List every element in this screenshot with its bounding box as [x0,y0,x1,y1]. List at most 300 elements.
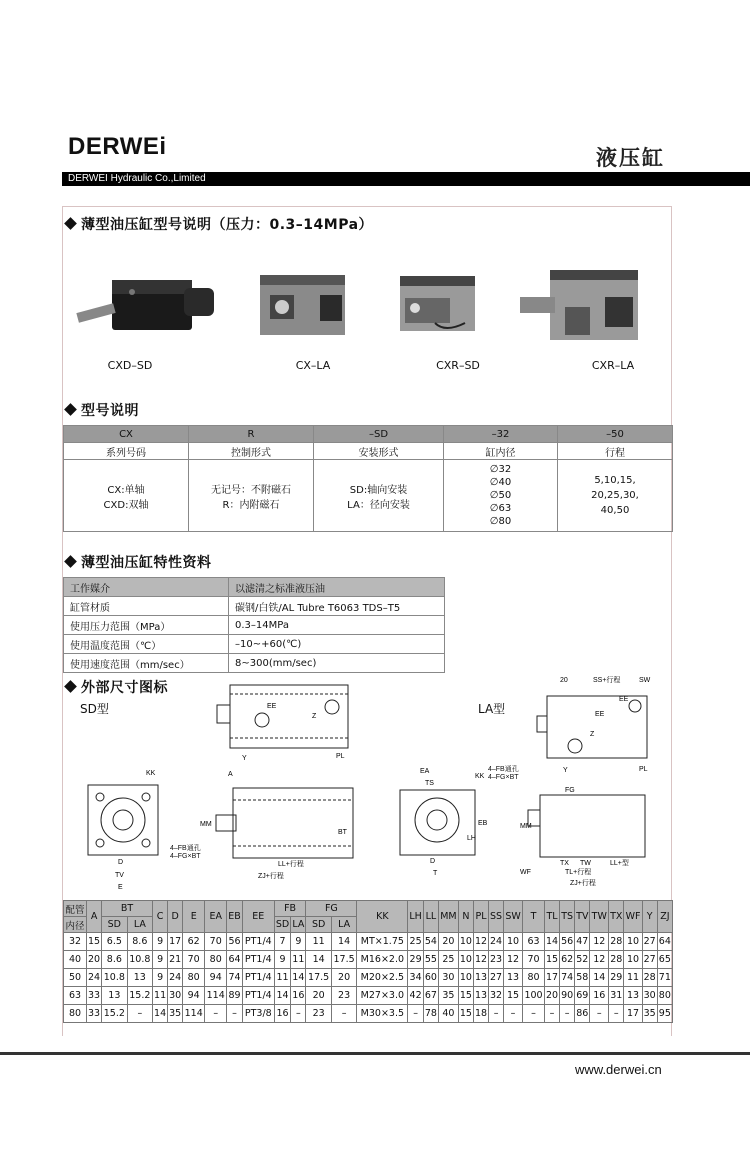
la-fb-note [488,766,519,782]
table-cell: 89 [227,987,243,1005]
table-cell: 60 [423,969,438,987]
table-cell: 10 [624,951,642,969]
bore-cell [444,460,558,532]
table-cell: 20 [306,987,331,1005]
table-cell: 17 [545,969,560,987]
table-cell: 58 [575,969,590,987]
table-cell: – [504,1005,523,1023]
table-cell: 35 [438,987,458,1005]
fb-label: 4–FB通孔 [488,766,519,773]
table-cell: 20 [331,969,356,987]
table-cell: LH [408,901,423,933]
la-front-drawing [385,765,495,880]
e-label: E [118,884,123,890]
table-cell: FG [306,901,357,917]
table-cell: 42 [408,987,423,1005]
spec-value: 以滤清之标准液压油 [229,578,445,597]
table-cell: 40 [438,1005,458,1023]
table-cell: 35 [168,1005,183,1023]
header-cell: 行程 [558,443,673,460]
table-cell: 70 [183,951,205,969]
table-cell: 15.2 [127,987,152,1005]
table-cell: 9 [291,933,306,951]
company-name: DERWEI Hydraulic Co.,Limited [68,173,206,184]
table-cell: A [87,901,102,933]
table-cell: 33 [87,1005,102,1023]
sd-side-drawing [212,680,357,762]
table-cell: – [560,1005,575,1023]
table-cell: 16 [291,987,306,1005]
header-cell: 缸内径 [444,443,558,460]
table-cell: 74 [227,969,243,987]
spec-table [63,577,445,673]
table-cell: 11 [306,933,331,951]
table-cell: 28 [609,933,624,951]
table-row [64,987,673,1005]
table-cell: EA [205,901,227,933]
table-cell: 10 [504,933,523,951]
table-cell: LA [291,917,306,933]
control-cell [189,460,314,532]
table-cell: C [153,901,168,933]
table-cell: 9 [153,933,168,951]
table-cell: SS [489,901,504,933]
section-title-model [66,400,139,420]
table-cell: 27 [642,951,657,969]
table-cell: SD [102,917,127,933]
la-type-label: LA型 [478,702,506,716]
table-cell: WF [624,901,642,933]
table-cell: 78 [423,1005,438,1023]
table-cell: 20 [438,933,458,951]
table-cell: ZJ [657,901,672,933]
table-cell: PT1/4 [242,987,274,1005]
table-cell: Y [642,901,657,933]
table-cell: PT1/4 [242,951,274,969]
table-cell: 12 [473,951,488,969]
model-code-table [63,425,673,532]
table-cell: TL [545,901,560,933]
table-cell: 6.5 [102,933,127,951]
table-cell: 67 [423,987,438,1005]
tx-label: TX [560,860,569,867]
table-cell: 20 [87,951,102,969]
section-title-text: 外部尺寸图标 [81,680,168,696]
product-image-cxr-la [515,262,645,347]
lh-label: LH [467,835,476,842]
table-cell: 17 [624,1005,642,1023]
table-header-row [64,901,673,917]
table-cell: 14 [331,933,356,951]
table-cell: LA [127,917,152,933]
table-cell: 9 [153,969,168,987]
table-cell: SD [274,917,291,933]
ea-label: EA [420,768,430,775]
table-cell: EE [242,901,274,933]
table-cell: 40 [64,951,87,969]
table-cell: TS [560,901,575,933]
ee-label-2: EE [595,711,605,718]
n20-label: 20 [560,677,568,684]
z-label: Z [312,713,317,720]
bore-item: ∅63 [489,503,512,514]
table-cell: 17 [168,933,183,951]
table-cell: 80 [64,1005,87,1023]
table-cell: 100 [523,987,545,1005]
table-cell: 13 [504,969,523,987]
website-url: www.derwei.cn [575,1062,662,1077]
table-cell: MM [438,901,458,933]
control-item: R：内附磁石 [222,499,280,511]
table-cell: 21 [168,951,183,969]
tl-label: TL+行程 [565,869,592,876]
table-cell: 94 [205,969,227,987]
table-cell: – [227,1005,243,1023]
table-cell: 7 [274,933,291,951]
table-cell: 11 [624,969,642,987]
table-cell: 14 [291,969,306,987]
table-cell: 24 [87,969,102,987]
table-cell: 64 [657,933,672,951]
table-cell: 27 [489,969,504,987]
table-cell: 63 [523,933,545,951]
table-cell: 114 [183,1005,205,1023]
table-row [64,1005,673,1023]
company-logo: DERWEi [68,133,167,160]
table-cell: 16 [274,1005,291,1023]
spec-key: 使用温度范围（℃） [64,635,229,654]
table-cell: 12 [590,933,609,951]
stroke-item: 5,10,15, [594,475,636,486]
table-cell: 13 [473,987,488,1005]
product-image-cxr-sd [395,268,485,343]
section-title-text: 型号说明 [81,403,139,419]
table-cell: 54 [423,933,438,951]
tw-label: TW [580,860,591,867]
table-cell: – [523,1005,545,1023]
spec-value: –10~+60(℃) [229,635,445,654]
table-cell: 14 [274,987,291,1005]
table-cell: 17.5 [306,969,331,987]
diamond-bullet-icon [64,555,77,568]
y-label: Y [242,755,247,762]
table-cell: 11 [291,951,306,969]
table-cell: 30 [642,987,657,1005]
table-cell: – [127,1005,152,1023]
ee-label: EE [619,696,629,703]
table-cell: TV [575,901,590,933]
d-label: D [118,859,124,866]
table-cell: 15.2 [102,1005,127,1023]
table-cell: SD [306,917,331,933]
table-cell: PL [473,901,488,933]
table-cell: 28 [642,969,657,987]
tv-label: TV [115,872,124,879]
control-item: 无记号：不附磁石 [211,484,291,496]
table-cell: 14 [590,969,609,987]
table-cell: 62 [560,951,575,969]
table-cell: 20 [545,987,560,1005]
ll-label: LL+行程 [278,861,304,868]
section-title-dimensions [66,677,168,697]
table-cell: 15 [545,951,560,969]
table-cell: 86 [575,1005,590,1023]
fg-bt-label: 4–FG×BT [488,774,519,781]
d-label: D [430,858,436,865]
table-cell: 114 [205,987,227,1005]
table-cell: 23 [331,987,356,1005]
table-cell: 62 [183,933,205,951]
bore-item: ∅50 [489,490,512,501]
mm-label: MM [520,823,532,830]
product-image-cxd-sd [72,270,232,350]
table-cell: – [291,1005,306,1023]
stroke-item: 20,25,30, [591,490,639,501]
table-cell: 23 [489,951,504,969]
spec-value: 碳钢/白铁/AL Tubre T6063 TDS–T5 [229,597,445,616]
kk-label: KK [475,773,485,780]
table-cell: 14 [306,951,331,969]
a-label: A [228,771,233,778]
table-cell: KK [357,901,408,933]
table-cell: 13 [127,969,152,987]
code-cell: R [189,426,314,443]
zj-label: ZJ+行程 [570,880,596,887]
bore-item: ∅32 [489,464,512,475]
table-cell: 65 [657,951,672,969]
table-cell: 10 [458,951,473,969]
table-cell: 29 [408,951,423,969]
table-cell: 11 [274,969,291,987]
table-cell: 18 [473,1005,488,1023]
table-cell: 52 [575,951,590,969]
table-cell: 80 [657,987,672,1005]
kk-label: KK [146,770,156,777]
table-cell: 14 [153,1005,168,1023]
table-cell: D [168,901,183,933]
table-cell: 80 [523,969,545,987]
header-cell: 系列号码 [64,443,189,460]
table-cell: 35 [642,1005,657,1023]
table-cell: TW [590,901,609,933]
product-label: CXD–SD [107,359,153,372]
spec-value: 8~300(mm/sec) [229,654,445,673]
table-cell: – [590,1005,609,1023]
table-cell: 12 [473,933,488,951]
ee-label: EE [267,703,277,710]
section-title-overview [66,214,373,234]
stroke-cell [558,460,673,532]
table-cell: LL [423,901,438,933]
zj-label: ZJ+行程 [258,873,284,880]
table-cell: PT3/8 [242,1005,274,1023]
wf-label: WF [520,869,531,876]
diamond-bullet-icon [64,680,77,693]
mount-item: LA：径向安装 [347,499,410,511]
mount-cell [314,460,444,532]
product-label: CX–LA [295,359,331,372]
table-cell: – [489,1005,504,1023]
table-cell: 95 [657,1005,672,1023]
table-cell: M27×3.0 [357,987,408,1005]
table-cell: 94 [183,987,205,1005]
table-cell: 12 [504,951,523,969]
table-cell: 15 [458,987,473,1005]
ss-label: SS+行程 [593,677,621,684]
mm-label: MM [200,821,212,828]
table-cell: 25 [438,951,458,969]
table-cell: M16×2.0 [357,951,408,969]
dimension-table [63,900,673,1023]
table-cell: 28 [609,951,624,969]
spec-key: 使用压力范围（MPa） [64,616,229,635]
table-cell: 9 [153,951,168,969]
table-cell: SW [504,901,523,933]
table-cell: 24 [489,933,504,951]
spec-key: 使用速度范围（mm/sec） [64,654,229,673]
bore-item: ∅40 [489,477,512,488]
table-cell: 74 [560,969,575,987]
table-cell: 15 [504,987,523,1005]
table-cell: 10.8 [102,969,127,987]
code-cell: –50 [558,426,673,443]
table-cell: – [331,1005,356,1023]
fg-bt-label: 4–FG×BT [170,853,201,860]
table-cell: 15 [87,933,102,951]
table-cell: – [408,1005,423,1023]
product-image-cx-la [255,265,355,345]
table-cell: 13 [102,987,127,1005]
table-cell: 13 [473,969,488,987]
sw-label: SW [639,677,651,684]
table-cell: 50 [64,969,87,987]
table-cell: 11 [153,987,168,1005]
diamond-bullet-icon [64,403,77,416]
table-cell: – [609,1005,624,1023]
table-cell: 10 [624,933,642,951]
table-cell: 31 [609,987,624,1005]
y-label: Y [563,767,568,774]
fb-note [170,845,201,861]
bore-item: ∅80 [489,516,512,527]
sd-section-drawing [198,770,368,880]
table-cell: 17.5 [331,951,356,969]
table-cell: 55 [423,951,438,969]
eb-label: EB [478,820,488,827]
table-cell: PT1/4 [242,969,274,987]
fb-label: 4–FB通孔 [170,845,201,852]
sd-front-drawing [80,765,170,890]
table-cell: 25 [408,933,423,951]
code-cell: –SD [314,426,444,443]
table-cell: 56 [227,933,243,951]
table-cell: E [183,901,205,933]
table-cell: 33 [87,987,102,1005]
bt-label: BT [338,829,347,836]
section-title-text: 薄型油压缸型号说明（压力：0.3–14MPa） [81,217,374,233]
table-cell: 12 [590,951,609,969]
pl-label: PL [336,753,345,760]
table-cell: 70 [523,951,545,969]
mount-item: SD:轴向安装 [349,484,408,496]
series-cell [64,460,189,532]
table-cell: 30 [438,969,458,987]
table-cell: 47 [575,933,590,951]
la-section-drawing [520,780,655,890]
product-label: CXR–SD [436,359,480,372]
table-cell: BT [102,901,153,917]
section-title-specs [66,552,212,572]
table-cell: 80 [205,951,227,969]
table-cell: 56 [560,933,575,951]
series-item: CX:单轴 [107,484,145,496]
table-cell: 配管 [64,901,87,917]
footer-divider [0,1052,750,1055]
table-cell: 32 [64,933,87,951]
table-cell: T [523,901,545,933]
table-cell: PT1/4 [242,933,274,951]
table-cell: EB [227,901,243,933]
sd-type-label: SD型 [80,702,109,716]
diamond-bullet-icon [64,217,77,230]
table-cell: 34 [408,969,423,987]
table-cell: MT×1.75 [357,933,408,951]
spec-key: 缸管材质 [64,597,229,616]
table-cell: 70 [205,933,227,951]
spec-value: 0.3–14MPa [229,616,445,635]
section-title-text: 薄型油压缸特性资料 [81,555,212,571]
ts-label: TS [425,780,434,787]
table-cell: 10 [458,933,473,951]
header-cell: 安装形式 [314,443,444,460]
table-cell: 90 [560,987,575,1005]
table-cell: 内径 [64,917,87,933]
table-cell: 10.8 [127,951,152,969]
t-label: T [433,870,438,877]
table-cell: 27 [642,933,657,951]
table-row [64,969,673,987]
table-cell: 64 [227,951,243,969]
table-cell: 23 [306,1005,331,1023]
table-cell: 14 [545,933,560,951]
code-cell: –32 [444,426,558,443]
table-cell: FB [274,901,306,917]
series-item: CXD:双轴 [103,499,149,511]
spec-key: 工作媒介 [64,578,229,597]
z-label: Z [590,731,595,738]
table-cell: 9 [274,951,291,969]
table-cell: 15 [458,1005,473,1023]
table-row [64,933,673,951]
table-cell: LA [331,917,356,933]
table-cell: 29 [609,969,624,987]
header-cell: 控制形式 [189,443,314,460]
table-cell: TX [609,901,624,933]
table-cell: 63 [64,987,87,1005]
table-cell: 13 [624,987,642,1005]
pl-label: PL [639,766,648,773]
table-cell: 71 [657,969,672,987]
table-cell: M20×2.5 [357,969,408,987]
table-cell: – [205,1005,227,1023]
table-cell: 16 [590,987,609,1005]
table-cell: – [545,1005,560,1023]
table-cell: 30 [168,987,183,1005]
table-cell: 8.6 [102,951,127,969]
table-row [64,951,673,969]
table-cell: 8.6 [127,933,152,951]
table-cell: 80 [183,969,205,987]
